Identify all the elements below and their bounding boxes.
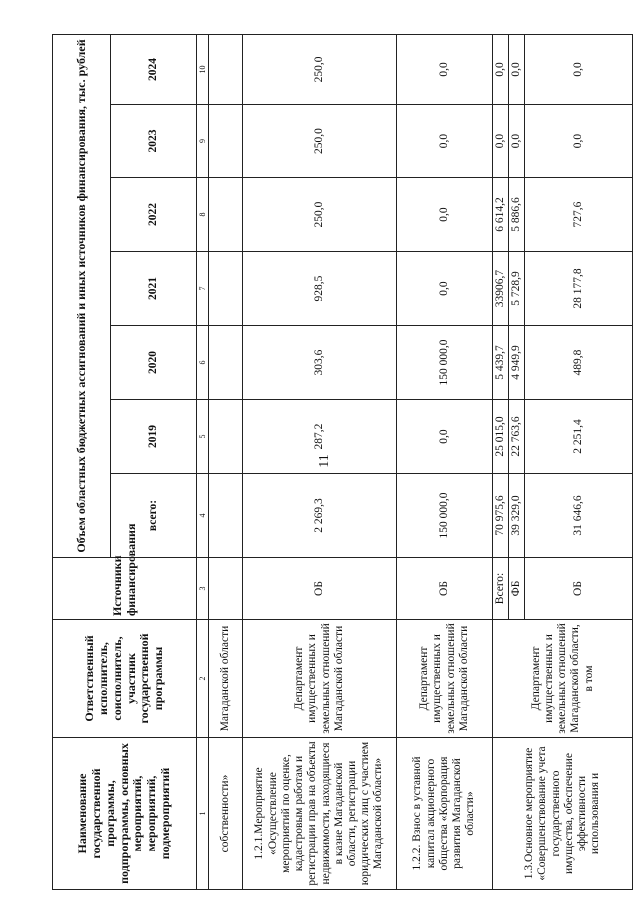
row-executor: Департамент имущественных и земельных отношений Магаданской области [243,620,397,738]
funding-table [52,34,633,890]
row-value [209,252,243,326]
row-value [209,400,243,474]
header-year: 2020 [111,326,197,400]
col-number: 10 [197,34,209,104]
row-value: 39 329,0 [509,474,525,558]
row-name: 1.2.2. Взнос в уставной капитал акционерного общества «Корпорация развития Магаданской области» [397,738,493,890]
row-value: 250,0 [243,34,397,104]
row-value: 6 614,2 [493,178,509,252]
row-value: 150 000,0 [397,326,493,400]
table-row [243,34,397,889]
row-name: собственности» [209,738,243,890]
header-year: 2021 [111,252,197,326]
header-source: Источники финансирования [53,558,197,620]
header-year: 2022 [111,178,197,252]
row-value: 0,0 [509,34,525,104]
row-value: 287,2 [243,400,397,474]
col-number: 1 [197,738,209,890]
row-value: 150 000,0 [397,474,493,558]
header-name: Наименование государственной программы, подпрограммы, основных мероприятий, мероприятий, подмероприятий [53,738,197,890]
row-source: Всего: [493,558,509,620]
row-value: 0,0 [525,105,633,178]
table-row [493,34,509,889]
header-funding-group: Объем областных бюджетных ассигнований и иных источников финансирования, тыс. рублей [53,34,111,557]
col-number: 6 [197,326,209,400]
header-executor: Ответственный исполнитель, соисполнитель, участник государственной программы [53,620,197,738]
row-value [209,326,243,400]
row-source: ФБ [509,558,525,620]
row-value: 25 015,0 [493,400,509,474]
row-value: 0,0 [397,105,493,178]
row-value: 727,6 [525,178,633,252]
row-value: 2 269,3 [243,474,397,558]
row-name: 1.3.Основное мероприятие «Совершенствование учета государственного имущества, обеспечение эффективности использования и [493,738,633,890]
row-value [209,474,243,558]
row-value: 4 949,9 [509,326,525,400]
row-value: 928,5 [243,252,397,326]
rotated-table-container [52,35,632,890]
row-value [209,105,243,178]
row-value: 0,0 [397,252,493,326]
table-row [397,34,493,889]
table-row [209,34,243,889]
row-name: 1.2.1.Мероприятие «Осуществление мероприятий по оценке, кадастровым работам и регистрации прав на объекты недвижимости, находящиеся в казне Магаданской области, регистрации юридических лиц с участием Магаданской области» [243,738,397,890]
col-number: 4 [197,474,209,558]
col-number: 8 [197,178,209,252]
row-value: 0,0 [397,34,493,104]
row-source [209,558,243,620]
header-total: всего: [111,474,197,558]
header-year: 2023 [111,105,197,178]
row-value: 31 646,6 [525,474,633,558]
row-value [209,34,243,104]
row-value: 250,0 [243,178,397,252]
row-executor: Департамент имущественных и земельных отношений Магаданской области [397,620,493,738]
row-value: 5 886,6 [509,178,525,252]
row-value: 0,0 [525,34,633,104]
row-value: 28 177,8 [525,252,633,326]
row-value: 250,0 [243,105,397,178]
header-year: 2019 [111,400,197,474]
row-value: 0,0 [493,105,509,178]
row-value: 489,8 [525,326,633,400]
col-number: 5 [197,400,209,474]
col-number: 9 [197,105,209,178]
row-value: 0,0 [509,105,525,178]
row-value: 5 439,7 [493,326,509,400]
row-value: 303,6 [243,326,397,400]
page-number: 11 [317,454,332,468]
col-number: 7 [197,252,209,326]
row-value: 33906,7 [493,252,509,326]
header-year: 2024 [111,34,197,104]
row-executor: Магаданской области [209,620,243,738]
row-value: 0,0 [397,400,493,474]
row-value: 5 728,9 [509,252,525,326]
row-value: 70 975,6 [493,474,509,558]
col-number: 2 [197,620,209,738]
row-source: ОБ [243,558,397,620]
row-value: 22 763,6 [509,400,525,474]
row-value: 0,0 [397,178,493,252]
row-executor: Департамент имущественных и земельных отношений Магаданской области, в том [493,620,633,738]
col-number: 3 [197,558,209,620]
row-source: ОБ [397,558,493,620]
row-source: ОБ [525,558,633,620]
row-value [209,178,243,252]
row-value: 2 251,4 [525,400,633,474]
row-value: 0,0 [493,34,509,104]
column-number-row [197,34,209,889]
